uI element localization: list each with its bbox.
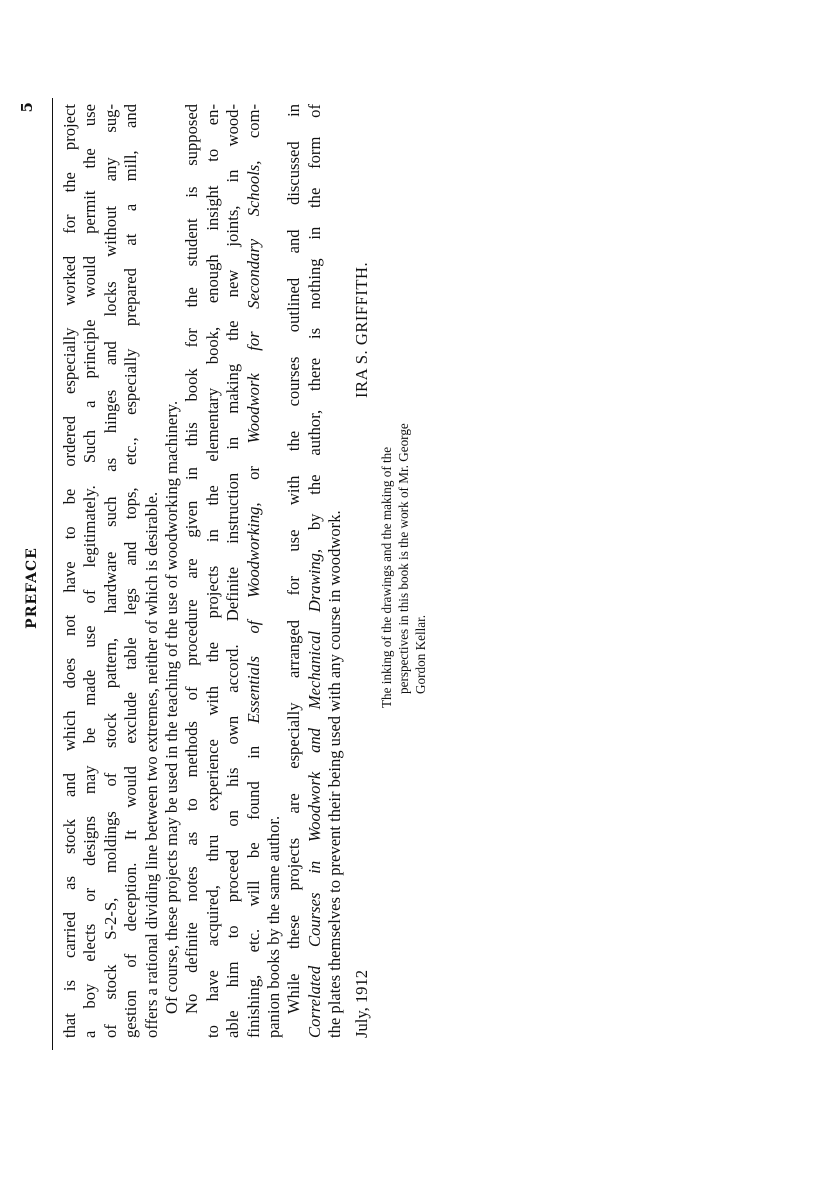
body-line: of stock S-2-S, moldings of stock pattern, hardware such as hinges and locks without any sug- [100, 104, 120, 1038]
body-line: offers a rational dividing line between two extremes, neither of which is desirable. [141, 491, 161, 1038]
note-line: Gordon Kellar. [412, 614, 428, 694]
body-line: a boy elects or designs may be made use of legitimately. Such a principle would permit the use [80, 104, 100, 1038]
body-line: panion books by the same author. [264, 815, 284, 1038]
body-line [305, 104, 325, 1038]
closing-row [352, 104, 374, 1038]
preface-body [60, 104, 429, 1038]
body-line: gestion of deception. It would exclude table legs and tops, etc., especially prepared at a mill, and [121, 104, 141, 1038]
body-line: While these projects are especially arranged for use with the courses outlined and discussed in [284, 104, 304, 1014]
text-run: finishing, etc. will be found in [243, 723, 263, 1038]
body-line: the plates themselves to prevent their being used with any course in woodwork. [325, 510, 345, 1038]
body-line: able him to proceed on his own accord. Definite instruction in making the new joints, in wood- [223, 104, 243, 1038]
body-line: that is carried as stock and which does not have to be ordered especially worked for the project [60, 104, 79, 1038]
note-line: The inking of the drawings and the making of the [378, 446, 394, 708]
note-line: perspectives in this book is the work of Mr. George [395, 423, 411, 694]
body-line [244, 104, 264, 1038]
book-title: Essentials of Woodworking, [243, 502, 263, 724]
paragraph-machinery: Of course, these projects may be used in the teaching of the use of woodworking machinery. [162, 400, 182, 1014]
credits-note [378, 328, 429, 708]
text-run: by the author, there is nothing in the form of [304, 104, 324, 549]
text-run: or [243, 443, 263, 503]
rotated-content [16, 98, 428, 1078]
book-title: Woodwork for Secondary Schools, [243, 160, 263, 444]
running-head: PREFACE [24, 547, 40, 629]
author-signature: IRA S. GRIFFITH. [351, 261, 371, 398]
preface-date: July, 1912 [351, 969, 371, 1038]
header-rule [52, 98, 53, 1050]
book-title: Correlated Courses in Woodwork and Mechanical Drawing, [304, 548, 324, 1038]
body-line: No definite notes as to methods of procedure are given in this book for the student is supposed [182, 104, 202, 1014]
page-number: 5 [18, 102, 36, 113]
text-run: com- [243, 103, 263, 161]
body-line: to have acquired, thru experience with the projects in the elementary book, enough insight to en- [202, 104, 222, 1038]
